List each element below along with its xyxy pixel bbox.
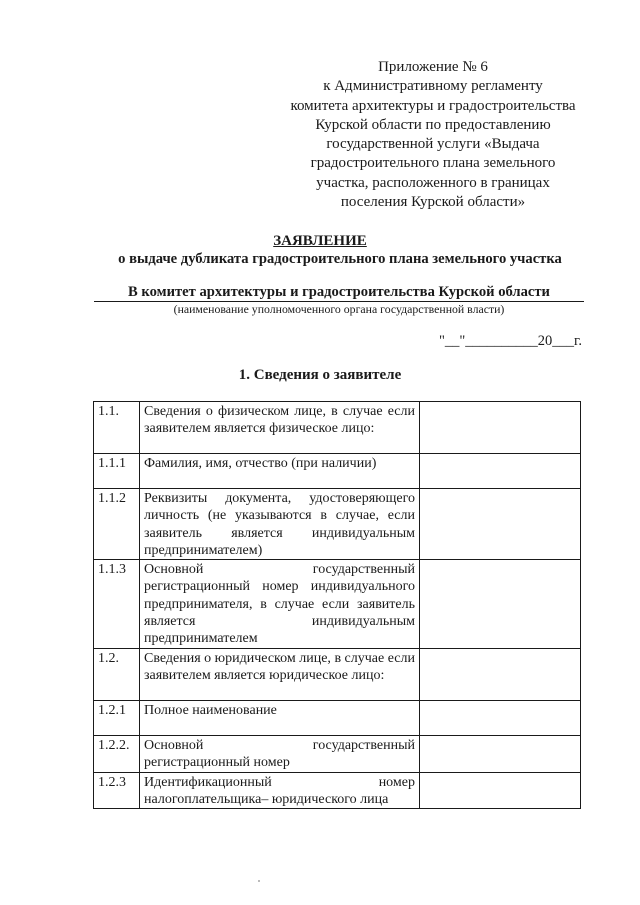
date-field[interactable]: "__"__________20___г. bbox=[438, 333, 582, 349]
appendix-line: градостроительного плана земельного bbox=[310, 155, 556, 172]
section-title: 1. Сведения о заявителе bbox=[238, 367, 402, 383]
row-description: Сведения о физическом лице, в случае если заявителем является физическое лицо: bbox=[140, 402, 420, 454]
recipient-line: В комитет архитектуры и градостроительства Курской области bbox=[94, 283, 584, 302]
appendix-line: поселения Курской области» bbox=[340, 194, 526, 211]
table-row bbox=[94, 560, 581, 649]
row-value-cell[interactable] bbox=[420, 454, 581, 489]
appendix-line: Приложение № 6 bbox=[378, 59, 488, 75]
row-description: Фамилия, имя, отчество (при наличии) bbox=[140, 454, 420, 489]
row-value-cell[interactable] bbox=[420, 402, 581, 454]
appendix-line: комитета архитектуры и градостроительства bbox=[290, 97, 576, 114]
table-row bbox=[94, 454, 581, 489]
table-row bbox=[94, 402, 581, 454]
row-value-cell[interactable] bbox=[420, 649, 581, 701]
recipient-caption: (наименование уполномоченного органа государственной власти) bbox=[173, 302, 505, 316]
row-description: Основной государственный регистрационный номер bbox=[140, 736, 420, 773]
row-description: Идентификационный номер налогоплательщика– юридического лица bbox=[140, 772, 420, 809]
row-value-cell[interactable] bbox=[420, 736, 581, 773]
table-row bbox=[94, 772, 581, 809]
appendix-line: к Административному регламенту bbox=[323, 78, 543, 95]
row-number: 1.1.1 bbox=[94, 454, 140, 489]
appendix-line: участка, расположенного в границах bbox=[316, 174, 550, 191]
row-value-cell[interactable] bbox=[420, 772, 581, 809]
appendix-line: Курской области по предоставлению bbox=[315, 116, 551, 133]
row-value-cell[interactable] bbox=[420, 701, 581, 736]
appendix-line: государственной услуги «Выдача bbox=[326, 136, 540, 153]
appendix-header bbox=[288, 58, 578, 212]
table-row bbox=[94, 649, 581, 701]
row-number: 1.1.3 bbox=[94, 560, 140, 649]
document-subtitle: о выдаче дубликата градостроительного плана земельного участка bbox=[118, 251, 562, 267]
row-value-cell[interactable] bbox=[420, 489, 581, 560]
row-description: Основной государственный регистрационный номер индивидуального предпринимателя, в случае если заявитель является индивидуальным предпринимателем bbox=[140, 560, 420, 649]
table-row bbox=[94, 701, 581, 736]
applicant-info-table bbox=[93, 401, 581, 809]
table-row bbox=[94, 736, 581, 773]
row-description: Реквизиты документа, удостоверяющего личность (не указываются в случае, если заявитель является индивидуальным предпринимателем) bbox=[140, 489, 420, 560]
row-number: 1.2.2. bbox=[94, 736, 140, 773]
row-number: 1.2. bbox=[94, 649, 140, 701]
row-number: 1.1. bbox=[94, 402, 140, 454]
document-title: ЗАЯВЛЕНИЕ bbox=[273, 233, 367, 249]
scan-speck bbox=[258, 880, 260, 882]
table-row bbox=[94, 489, 581, 560]
row-number: 1.2.3 bbox=[94, 772, 140, 809]
row-number: 1.2.1 bbox=[94, 701, 140, 736]
row-value-cell[interactable] bbox=[420, 560, 581, 649]
row-number: 1.1.2 bbox=[94, 489, 140, 560]
row-description: Полное наименование bbox=[140, 701, 420, 736]
row-description: Сведения о юридическом лице, в случае если заявителем является юридическое лицо: bbox=[140, 649, 420, 701]
